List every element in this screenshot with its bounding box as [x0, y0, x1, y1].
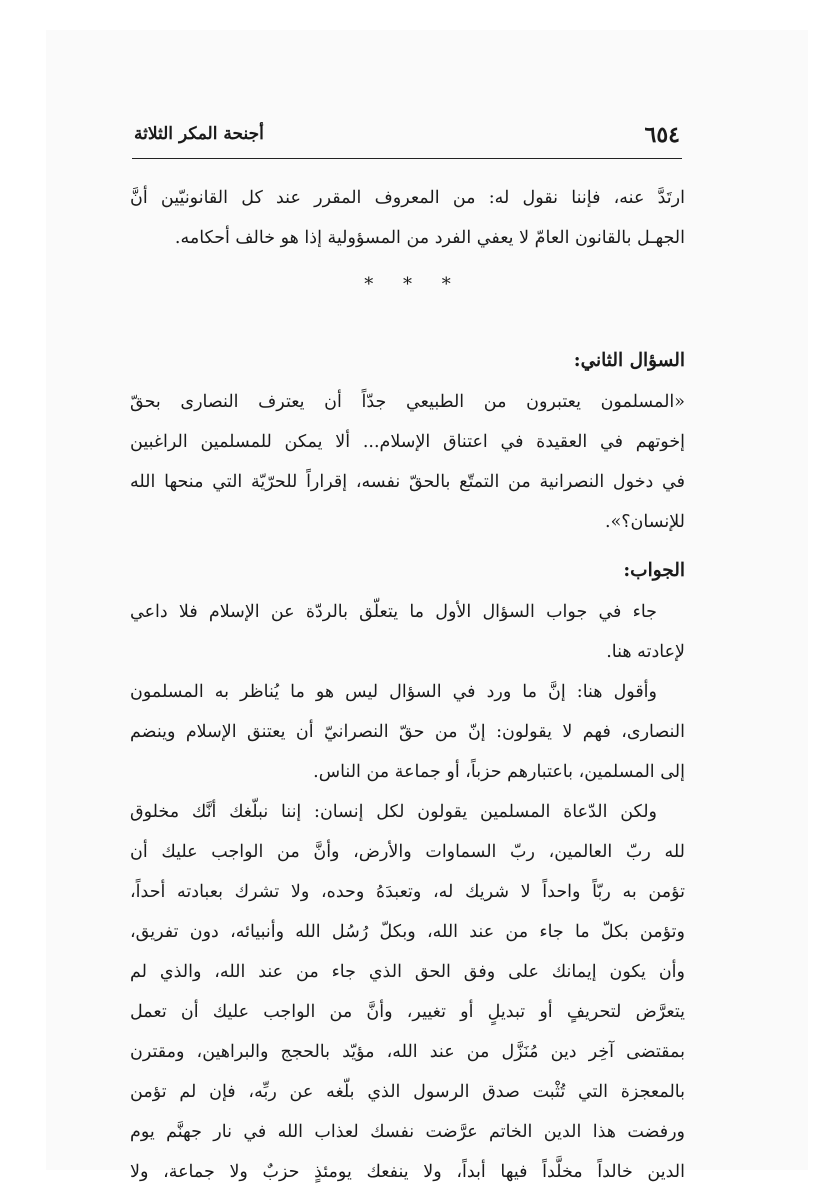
text-line: لإعادته هنا.	[606, 642, 685, 662]
page-number: ٦٥٤	[644, 122, 680, 148]
answer-paragraph-3	[130, 792, 685, 1192]
asterisk-ornament: *	[441, 274, 451, 295]
page-header	[132, 122, 682, 159]
text-line: للإنسان؟».	[605, 512, 685, 532]
answer-heading: الجواب:	[623, 560, 685, 581]
text-line: النصارى، فهم لا يقولون: إنّ من حقّ النصرانيّ أن يعتنق الإسلام وينضم	[130, 722, 685, 742]
page-body	[130, 178, 685, 1192]
text-line: تؤمن به ربّاً واحداً لا شريك له، وتعبدَهُ وحده، ولا تشرك بعبادته أحداً،	[130, 882, 685, 902]
asterisk-ornament: *	[403, 274, 412, 295]
answer-paragraph-1	[130, 592, 685, 672]
asterisk-ornament: *	[364, 274, 374, 295]
text-line: جاء في جواب السؤال الأول ما يتعلّق بالردّة عن الإسلام فلا داعي	[130, 602, 657, 622]
text-line: بمقتضى آخِر دين مُنَزَّل من عند الله، مؤيّد بالحجج والبراهين، ومقترن	[130, 1042, 685, 1062]
text-line: الدين خالداً مخلَّداً فيها أبداً، ولا ينفعك يومئذٍ حزبٌ ولا جماعة، ولا	[130, 1162, 685, 1182]
text-line: وتؤمن بكلّ ما جاء من عند الله، وبكلّ رُسُل الله وأنبيائه، دون تفريق،	[130, 922, 685, 942]
answer-paragraph-2	[130, 672, 685, 792]
question-heading: السؤال الثاني:	[573, 350, 685, 371]
text-line: ارتَدَّ عنه، فإننا نقول له: من المعروف المقرر عند كل القانونيّين أنَّ	[130, 188, 685, 208]
text-line: الجهـل بالقانون العامّ لا يعفي الفرد من المسؤولية إذا هو خالف أحكامه.	[174, 228, 685, 248]
question-text	[130, 382, 685, 542]
text-line: ورفضت هذا الدين الخاتم عرَّضت نفسك لعذاب الله في نار جهنَّم يوم	[130, 1122, 685, 1142]
text-line: لله ربّ العالمين، ربّ السماوات والأرض، وأنَّ من الواجب عليك أن	[130, 842, 685, 862]
text-line: وأن يكون إيمانك على وفق الحق الذي جاء من عند الله، والذي لم	[130, 962, 685, 982]
section-separator	[130, 258, 685, 312]
running-title: أجنحة المكر الثلاثة	[134, 124, 264, 144]
intro-paragraph	[130, 178, 685, 258]
text-line: بالمعجزة التي تُثْبت صدق الرسول الذي بلّغه عن ربِّه، فإن لم تؤمن	[130, 1082, 685, 1102]
spacer	[130, 542, 685, 550]
text-line: يتعرَّض لتحريفٍ أو تبديلٍ أو تغيير، وأنَّ من الواجب عليك أن تعمل	[130, 1002, 685, 1022]
spacer	[130, 312, 685, 340]
text-line: إلى المسلمين، باعتبارهم حزباً، أو جماعة من الناس.	[313, 762, 685, 782]
text-line: ولكن الدّعاة المسلمين يقولون لكل إنسان: إننا نبلّغك أنَّك مخلوق	[130, 802, 657, 822]
text-line: وأقول هنا: إنَّ ما ورد في السؤال ليس هو ما يُناظر به المسلمون	[130, 682, 657, 702]
text-line: إخوتهم في العقيدة في اعتناق الإسلام... ألا يمكن للمسلمين الراغبين	[130, 432, 685, 452]
text-line: في دخول النصرانية من التمتّع بالحقّ نفسه، إقراراً للحرّيّة التي منحها الله	[130, 472, 685, 492]
text-line: «المسلمون يعتبرون من الطبيعي جدّاً أن يعترف النصارى بحقّ	[130, 392, 685, 412]
